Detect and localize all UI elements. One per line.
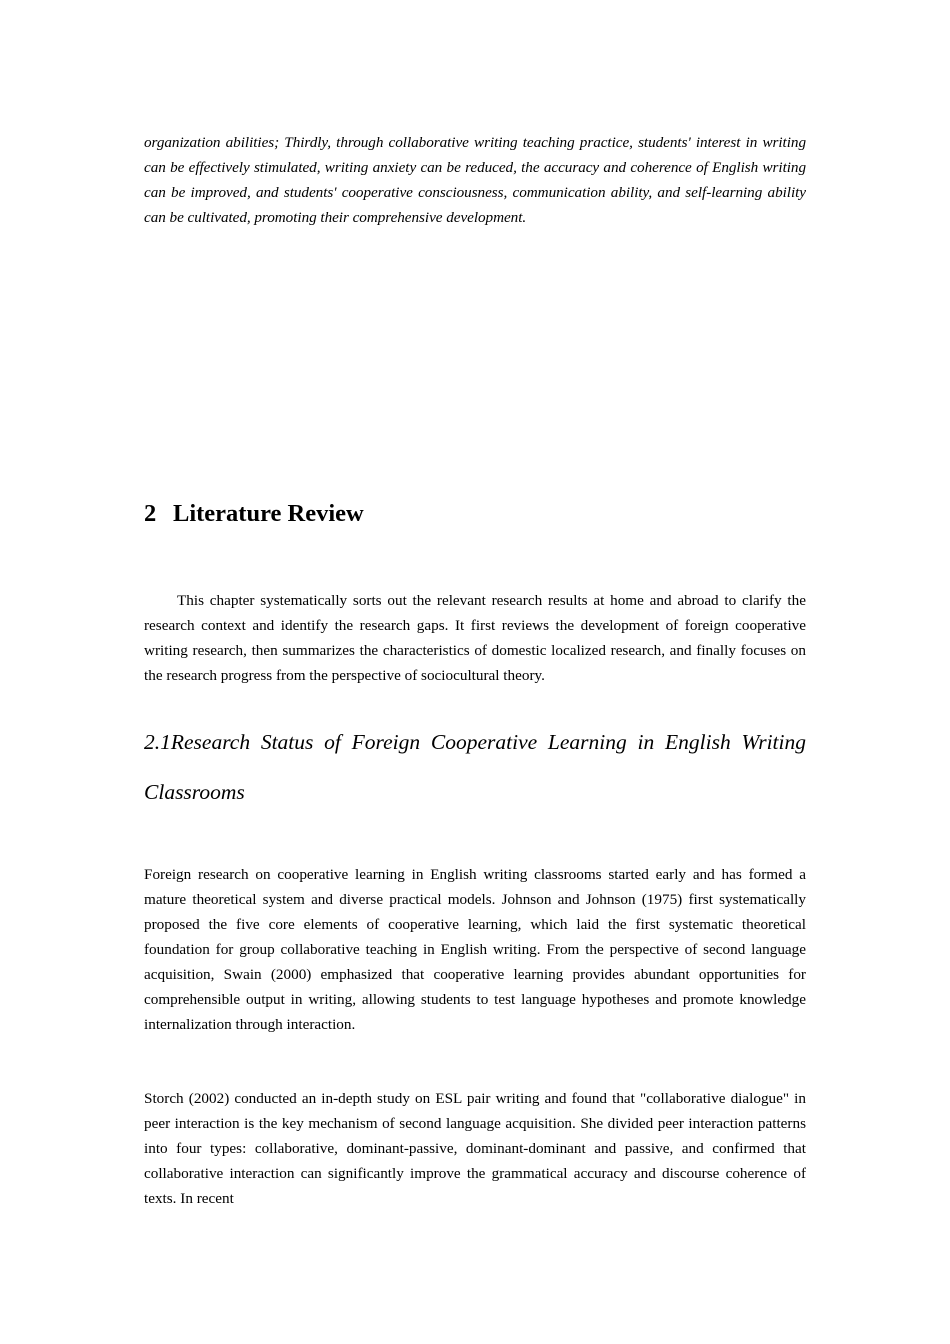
body-paragraph: Foreign research on cooperative learning in English writing classrooms started early and has formed a mature theoretical system and diverse practical models. Johnson and Johnson (1975) first systematically proposed the five core elements of cooperative learning, which laid the first systematic theoretical foundation for group collaborative teaching in English writing. From the perspective of second language acquisition, Swain (2000) emphasized that cooperative learning provides abundant opportunities for comprehensible output in writing, allowing students to test language hypotheses and promote knowledge internalization through interaction. (144, 866, 806, 1033)
body-paragraph: Storch (2002) conducted an in-depth study on ESL pair writing and found that "collaborative dialogue" in peer interaction is the key mechanism of second language acquisition. She divided peer interaction patterns into four types: collaborative, dominant-passive, dominant-dominant and passive, and confirmed that collaborative interaction can significantly improve the grammatical accuracy and discourse coherence of texts. In recent (144, 1090, 806, 1207)
abstract-conclusion-paragraph: organization abilities; Thirdly, through collaborative writing teaching practice, students' interest in writing can be effectively stimulated, writing anxiety can be reduced, the accuracy and coherence of English writing can be improved, and students' cooperative consciousness, communication ability, and self-learning ability can be cultivated, promoting their comprehensive development. (144, 134, 806, 227)
chapter-intro-paragraph: This chapter systematically sorts out the relevant research results at home and abroad to clarify the research context and identify the research gaps. It first reviews the development of foreign cooperative writing research, then summarizes the characteristics of domestic localized research, and finally focuses on the research progress from the perspective of sociocultural theory. (144, 592, 806, 684)
chapter-heading (144, 497, 806, 531)
chapter-title: Literature Review (173, 500, 364, 527)
section-heading: 2.1Research Status of Foreign Cooperative Learning in English Writing Classrooms (144, 730, 806, 804)
chapter-number: 2 (144, 500, 157, 527)
